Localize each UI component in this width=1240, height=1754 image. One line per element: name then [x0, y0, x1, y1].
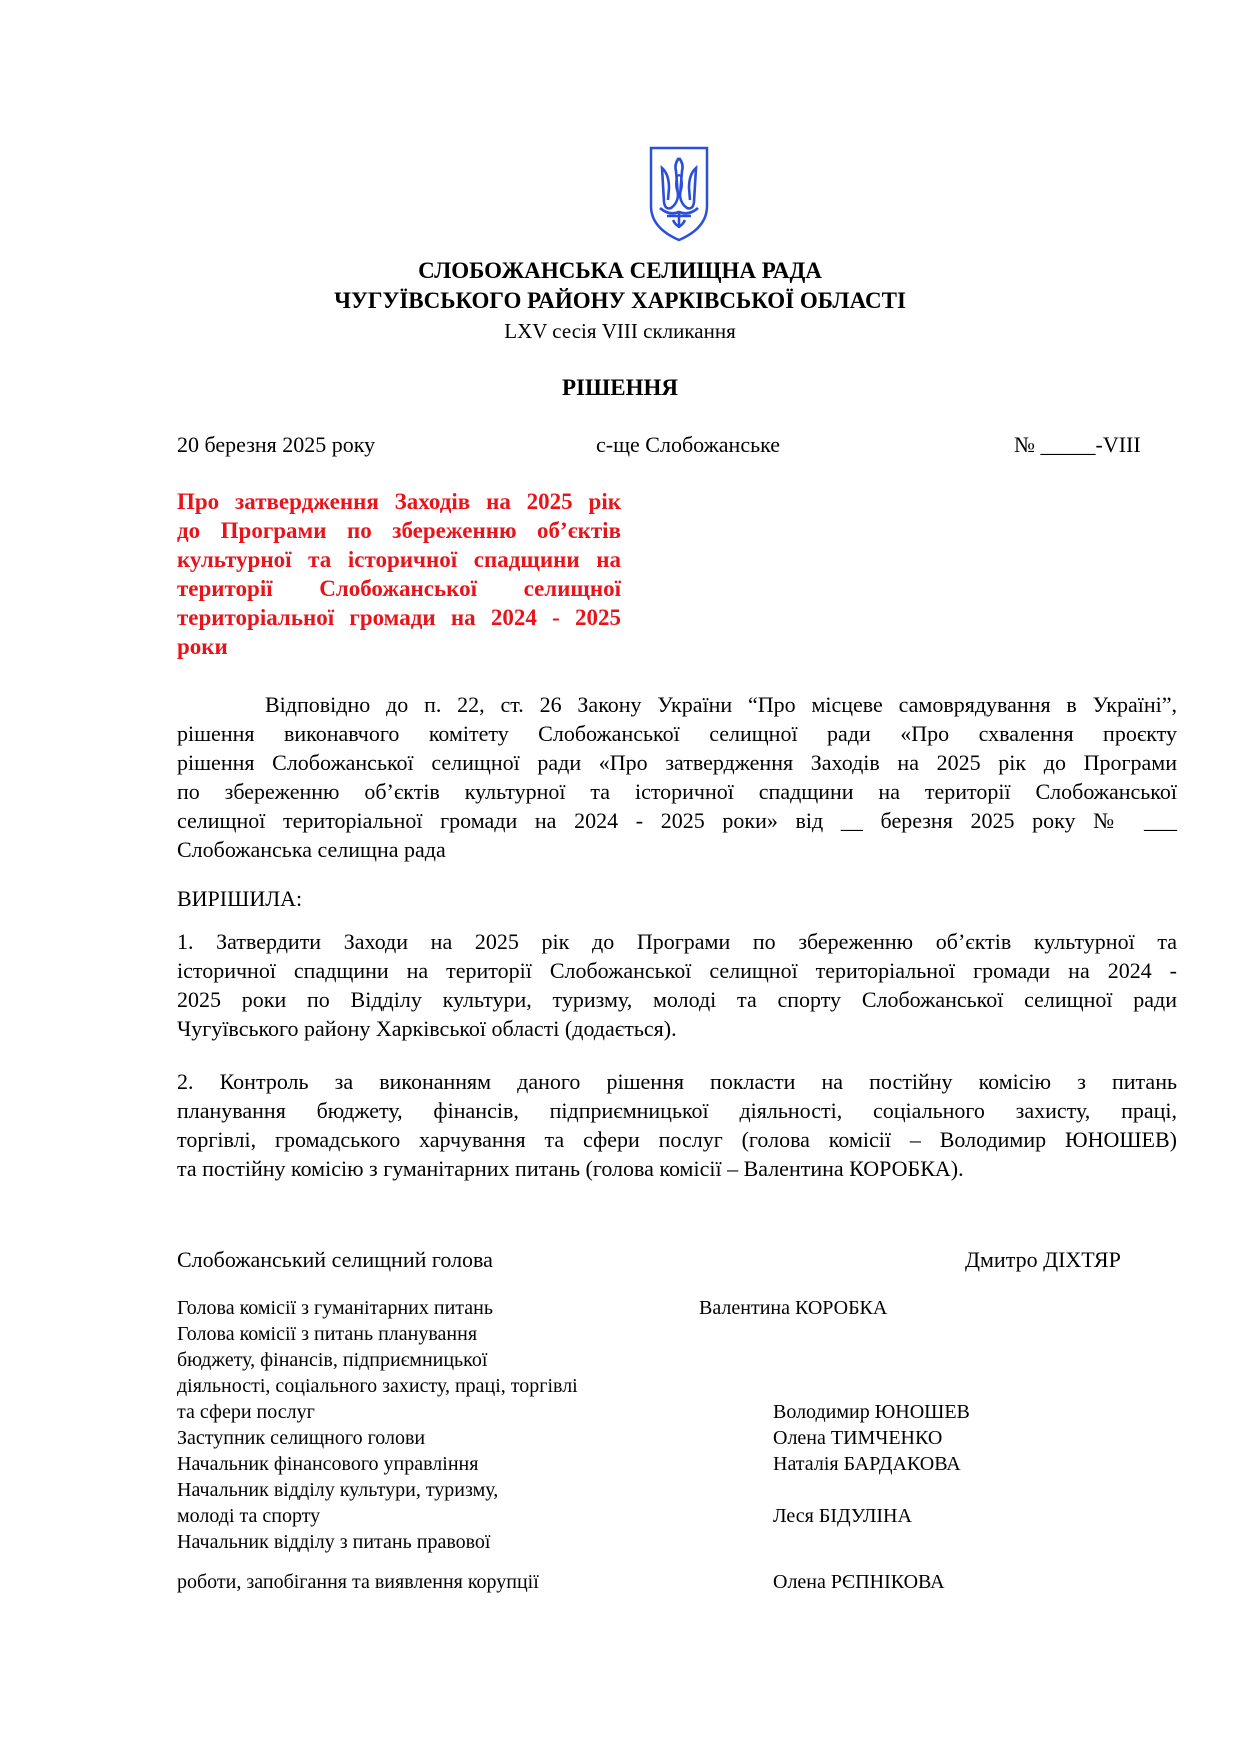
approval-role: Заступник селищного голови [177, 1427, 426, 1449]
decision-title [177, 487, 621, 661]
decision-place: с-ще Слобожанське [596, 432, 781, 457]
preamble-line: Слобожанська селищна рада [177, 837, 446, 862]
item-line: 2. Контроль за виконанням даного рішення покласти на постійну комісію з питань [177, 1069, 1177, 1094]
approval-name: Леся БІДУЛІНА [773, 1505, 912, 1527]
approval-role: Начальник відділу культури, туризму, [177, 1479, 499, 1501]
preamble-line: рішення виконавчого комітету Слобожанської селищної ради «Про схвалення проєкту [177, 721, 1177, 746]
preamble-line: селищної територіальної громади на 2024 - 2025 роки» від __ березня 2025 року № ___ [177, 808, 1177, 833]
title-line: роки [177, 634, 228, 659]
item-line: торгівлі, громадського харчування та сфери послуг (голова комісії – Володимир ЮНОШЕВ) [177, 1127, 1177, 1152]
session-line: LXV сесія VIII скликання [504, 319, 736, 343]
approval-role: роботи, запобігання та виявлення корупції [177, 1571, 539, 1593]
title-line: територіальної громади на 2024 - 2025 [177, 605, 621, 630]
approval-role: діяльності, соціального захисту, праці, торгівлі [177, 1375, 578, 1397]
decision-item-2 [177, 1067, 1177, 1183]
title-line: Про затвердження Заходів на 2025 рік [177, 489, 621, 514]
document-type: РІШЕННЯ [562, 375, 678, 400]
item-line: Чугуївського району Харківської області (додається). [177, 1016, 677, 1041]
trident-icon [647, 144, 711, 244]
preamble-line: рішення Слобожанської селищної ради «Про затвердження Заходів на 2025 рік до Програми [177, 750, 1177, 775]
head-name: Дмитро ДІХТЯР [965, 1247, 1121, 1272]
approval-role: Голова комісії з гуманітарних питань [177, 1297, 493, 1319]
decided-heading: ВИРІШИЛА: [177, 886, 303, 911]
decision-item-1 [177, 927, 1177, 1043]
approval-role: Начальник відділу з питань правової [177, 1531, 491, 1553]
approval-role: молоді та спорту [177, 1505, 321, 1527]
preamble [177, 690, 1177, 864]
approval-role: та сфери послуг [177, 1401, 315, 1423]
council-name: СЛОБОЖАНСЬКА СЕЛИЩНА РАДА [418, 258, 822, 283]
district-name: ЧУГУЇВСЬКОГО РАЙОНУ ХАРКІВСЬКОЇ ОБЛАСТІ [334, 288, 906, 313]
title-line: території Слобожанської селищної [177, 576, 621, 601]
preamble-line: по збереженню об’єктів культурної та історичної спадщини на території Слобожанської [177, 779, 1177, 804]
decision-number: № _____-VIII [1014, 432, 1141, 457]
approval-name: Наталія БАРДАКОВА [773, 1453, 961, 1475]
decision-date: 20 березня 2025 року [177, 432, 376, 457]
approval-name: Олена ТИМЧЕНКО [773, 1427, 943, 1449]
approval-name: Валентина КОРОБКА [699, 1297, 888, 1319]
head-role: Слобожанський селищний голова [177, 1247, 493, 1272]
item-line: історичної спадщини на території Слобожанської селищної територіальної громади на 2024 - [177, 958, 1177, 983]
title-line: до Програми по збереженню об’єктів [177, 518, 621, 543]
approval-name: Олена РЄПНІКОВА [773, 1571, 945, 1593]
item-line: 2025 роки по Відділу культури, туризму, молоді та спорту Слобожанської селищної ради [177, 987, 1177, 1012]
item-line: та постійну комісію з гуманітарних питань (голова комісії – Валентина КОРОБКА). [177, 1156, 964, 1181]
title-line: культурної та історичної спадщини на [177, 547, 621, 572]
item-line: планування бюджету, фінансів, підприємницької діяльності, соціального захисту, праці, [177, 1098, 1177, 1123]
approval-role: бюджету, фінансів, підприємницької [177, 1349, 488, 1371]
item-line: 1. Затвердити Заходи на 2025 рік до Програми по збереженню об’єктів культурної та [177, 929, 1177, 954]
approval-role: Голова комісії з питань планування [177, 1323, 478, 1345]
preamble-line: Відповідно до п. 22, ст. 26 Закону України “Про місцеве самоврядування в Україні”, [265, 692, 1177, 717]
approval-role: Начальник фінансового управління [177, 1453, 479, 1475]
approval-name: Володимир ЮНОШЕВ [773, 1401, 970, 1423]
